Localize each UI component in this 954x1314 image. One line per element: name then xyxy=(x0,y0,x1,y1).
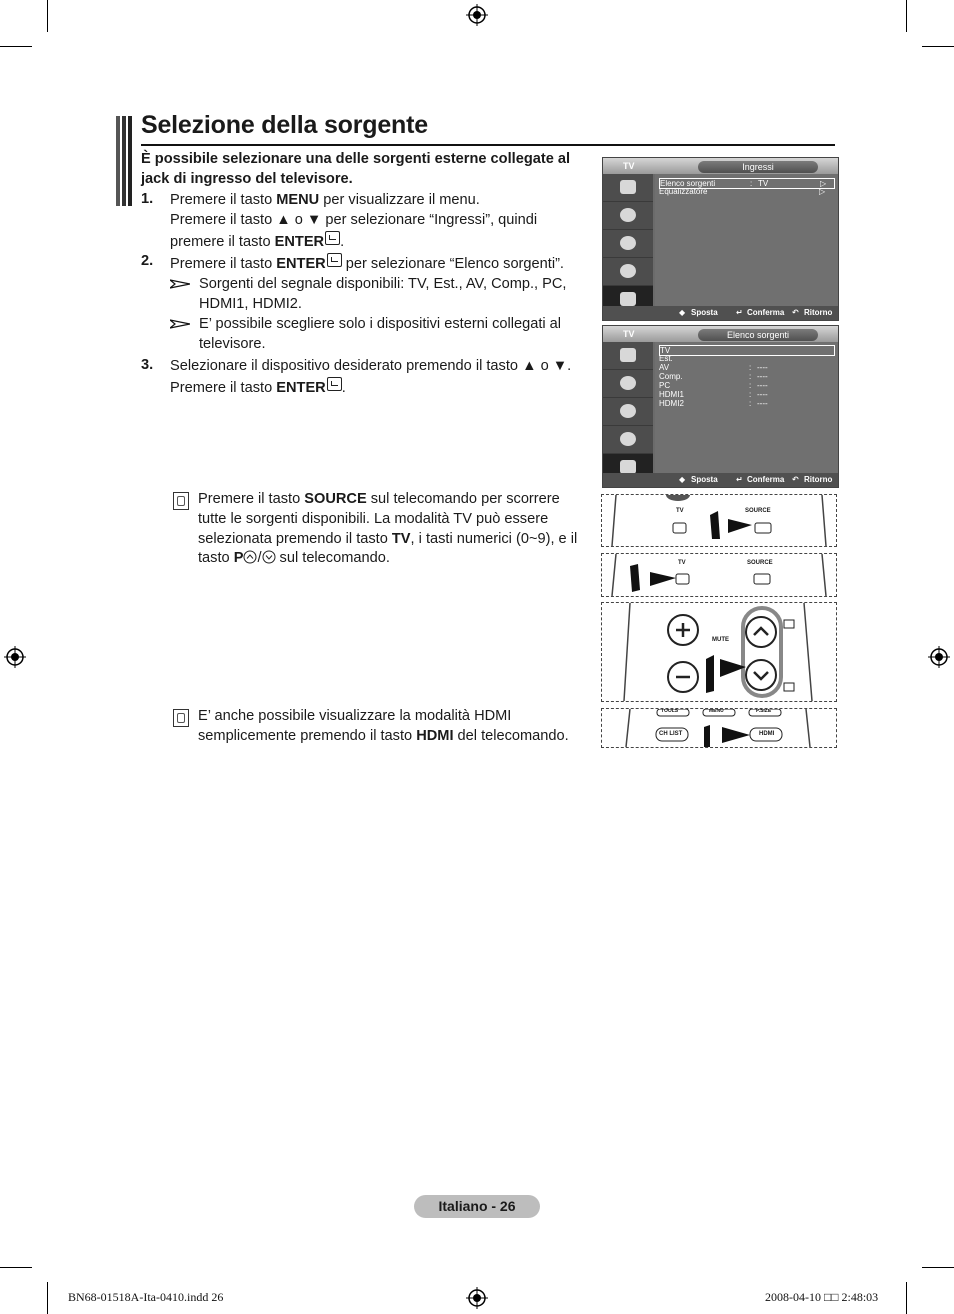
step-1: Premere il tasto MENU per visualizzare il menu. Premere il tasto ▲ o ▼ per selezionare “Ingressi”, quindi premere il tasto ENTER . xyxy=(170,192,538,250)
arrow-note-icon xyxy=(170,279,190,289)
remote-panel-hdmi xyxy=(601,708,837,748)
osd-row-source[interactable]: Comp. : ---- xyxy=(659,372,768,381)
step-number: 1. xyxy=(141,191,154,207)
source-button-label: SOURCE xyxy=(747,560,773,566)
crop-mark xyxy=(0,46,32,47)
channel-down-icon xyxy=(262,550,276,564)
remote-panel-source xyxy=(601,494,837,547)
source-button-label: SOURCE xyxy=(745,508,771,514)
remote-body xyxy=(602,495,836,546)
chlist-button[interactable] xyxy=(656,728,688,741)
arrow-note-icon xyxy=(170,319,190,329)
page-number: Italiano - 26 xyxy=(414,1195,540,1218)
return-icon: ↶ xyxy=(792,308,799,317)
arrow-note: E’ possibile scegliere solo i dispositivi esterni collegati al televisore. xyxy=(199,316,562,352)
remote-panel-tv xyxy=(601,553,837,597)
registration-mark-icon xyxy=(466,1287,488,1309)
osd-tv-label: TV xyxy=(623,329,635,339)
registration-mark-icon xyxy=(4,646,26,668)
enter-icon xyxy=(327,253,342,267)
volume-up-button[interactable] xyxy=(668,615,698,645)
osd-tv-label: TV xyxy=(623,161,635,171)
crop-mark xyxy=(0,1267,32,1268)
enter-icon xyxy=(327,377,342,391)
channel-down-button[interactable] xyxy=(746,660,776,690)
osd-menu-title: Ingressi xyxy=(698,161,818,173)
print-slug-left: BN68-01518A-Ita-0410.indd 26 xyxy=(68,1290,224,1304)
note-icon xyxy=(173,492,189,510)
crop-mark xyxy=(47,1282,48,1314)
picture-menu-icon[interactable] xyxy=(603,342,653,370)
registration-mark-icon xyxy=(466,4,488,26)
sound-menu-icon[interactable] xyxy=(603,202,653,230)
channel-up-icon xyxy=(243,550,257,564)
source-button[interactable] xyxy=(754,574,770,584)
volume-down-button[interactable] xyxy=(668,662,698,692)
enter-icon xyxy=(325,231,340,245)
osd-menu-ingressi xyxy=(602,157,839,321)
crop-mark xyxy=(906,0,907,32)
psize-button-label: P.SIZE xyxy=(756,708,772,714)
note-icon xyxy=(173,709,189,727)
osd-row-source[interactable]: HDMI1 : ---- xyxy=(659,390,768,399)
setup-menu-icon[interactable] xyxy=(603,258,653,286)
crop-mark xyxy=(47,0,48,32)
title-decoration xyxy=(116,116,132,206)
tools-button-label: TOOLS xyxy=(661,708,679,714)
osd-row-equalizzatore[interactable]: Equalizzatore ▷ xyxy=(659,187,826,196)
osd-sidebar xyxy=(603,174,653,306)
note-hdmi: E’ anche possibile visualizzare la modalità HDMI semplicemente premendo il tasto HDMI del telecomando. xyxy=(198,708,569,744)
setup-menu-icon[interactable] xyxy=(603,426,653,454)
tv-button-label: TV xyxy=(676,508,684,514)
source-button[interactable] xyxy=(755,523,771,533)
osd-menu-elenco-sorgenti xyxy=(602,325,839,488)
print-slug-right: 2008-04-10 □□ 2:48:03 xyxy=(765,1290,879,1304)
osd-row-source[interactable]: TV xyxy=(659,345,835,356)
remote-panel-channel xyxy=(601,602,837,702)
step-number: 3. xyxy=(141,357,154,373)
enter-icon: ↵ xyxy=(736,475,743,484)
hdmi-button-label: HDMI xyxy=(759,731,775,737)
mute-button-label: MUTE xyxy=(712,637,729,643)
page-title: Selezione della sorgente xyxy=(141,111,428,139)
enter-icon: ↵ xyxy=(736,308,743,317)
crop-mark xyxy=(922,1267,954,1268)
crop-mark xyxy=(922,46,954,47)
osd-row-source[interactable]: PC : ---- xyxy=(659,381,768,390)
tv-button-label: TV xyxy=(678,560,686,566)
osd-sidebar xyxy=(603,342,653,473)
move-icon: ◆ xyxy=(679,308,686,317)
title-divider xyxy=(141,144,835,146)
osd-header-bar xyxy=(603,158,838,174)
osd-row-elenco-sorgenti[interactable]: Elenco sorgenti : TV ▷ xyxy=(659,178,835,189)
note-source: Premere il tasto SOURCE sul telecomando per scorrere tutte le sorgenti disponibili. La modalità TV può essere selezionata premendo il tasto TV, i tasti numerici (0~9), e il tasto P / sul telecomando. xyxy=(198,491,578,567)
hdmi-button[interactable] xyxy=(750,728,782,741)
osd-row-source[interactable]: AV : ---- xyxy=(659,363,768,372)
remote-body xyxy=(602,603,836,701)
intro-text: È possibile selezionare una delle sorgenti esterne collegate al jack di ingresso del televisore. xyxy=(141,151,571,187)
osd-row-source[interactable]: HDMI2 : ---- xyxy=(659,399,768,408)
channel-menu-icon[interactable] xyxy=(603,230,653,258)
arrow-note: Sorgenti del segnale disponibili: TV, Est., AV, Comp., PC, HDMI1, HDMI2. xyxy=(199,276,567,312)
sound-menu-icon[interactable] xyxy=(603,370,653,398)
return-icon: ↶ xyxy=(792,475,799,484)
osd-footer: ◆ Sposta ↵ Conferma ↶ Ritorno xyxy=(603,473,838,487)
picture-menu-icon[interactable] xyxy=(603,174,653,202)
step-2: Premere il tasto ENTER per selezionare “Elenco sorgenti”. xyxy=(170,253,590,275)
remote-body xyxy=(602,709,836,747)
osd-menu-title: Elenco sorgenti xyxy=(698,329,818,341)
menu-button-label: MENU xyxy=(709,708,724,714)
remote-body xyxy=(602,554,836,596)
channel-up-button[interactable] xyxy=(746,617,776,647)
osd-footer: ◆ Sposta ↵ Conferma ↶ Ritorno xyxy=(603,306,838,320)
step-3: Selezionare il dispositivo desiderato premendo il tasto ▲ o ▼. Premere il tasto ENTER . xyxy=(170,358,572,396)
tv-button[interactable] xyxy=(676,574,689,584)
tv-button[interactable] xyxy=(673,523,686,533)
move-icon: ◆ xyxy=(679,475,686,484)
step-number: 2. xyxy=(141,253,154,269)
osd-header-bar xyxy=(603,326,838,342)
channel-menu-icon[interactable] xyxy=(603,398,653,426)
chlist-button-label: CH LIST xyxy=(659,731,683,737)
registration-mark-icon xyxy=(928,646,950,668)
crop-mark xyxy=(906,1282,907,1314)
osd-row-source[interactable]: Est. xyxy=(659,354,673,363)
